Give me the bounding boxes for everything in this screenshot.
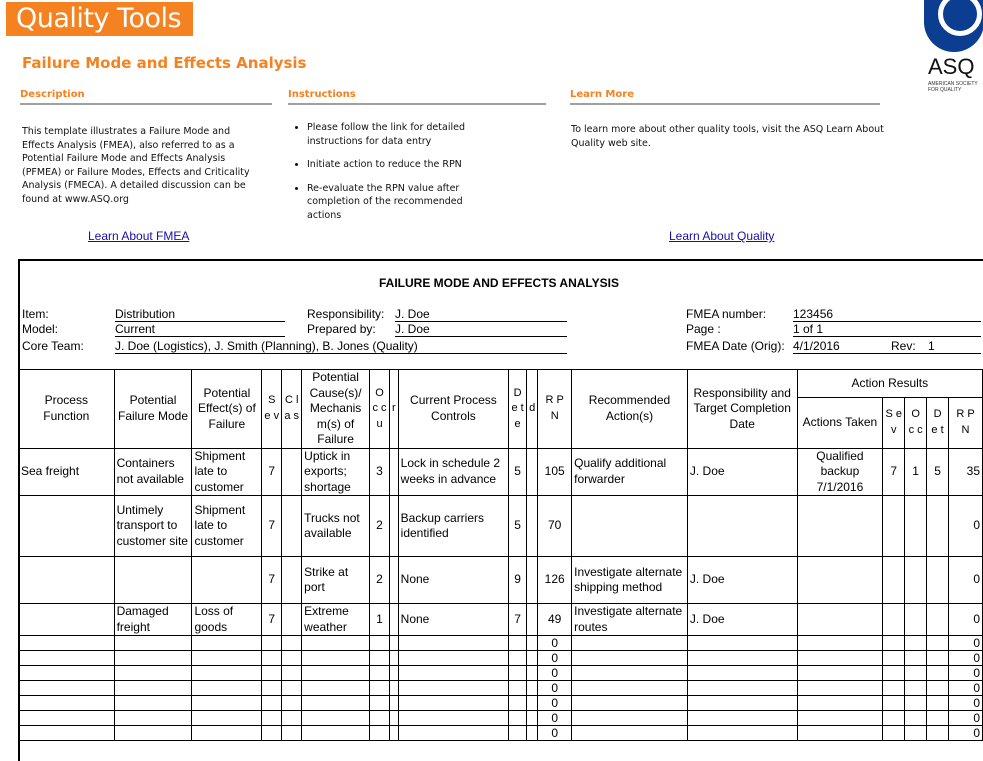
item-value[interactable]: Distribution	[115, 307, 285, 322]
cell-sev2[interactable]	[883, 696, 905, 711]
cell-mode[interactable]: Containers not available	[114, 448, 192, 496]
table-row-empty	[19, 666, 983, 681]
cell-d[interactable]	[527, 604, 538, 636]
cell-resp[interactable]	[687, 726, 797, 741]
item-label: Item:	[22, 307, 49, 321]
cell-occ2[interactable]	[905, 651, 927, 666]
cell-action[interactable]	[572, 651, 688, 666]
cell-occ2[interactable]	[905, 726, 927, 741]
cell-det[interactable]: 5	[509, 496, 527, 557]
cell-r[interactable]	[389, 557, 398, 604]
cell-effect[interactable]	[192, 696, 262, 711]
cell-det2[interactable]	[927, 726, 949, 741]
table-row-empty	[19, 681, 983, 696]
form-title: FAILURE MODE AND EFFECTS ANALYSIS	[378, 276, 620, 290]
description-text: This template illustrates a Failure Mode and Effects Analysis (FMEA), also referred to as a Potential Failure Mode and Effects Analysis (PFMEA) or Failure Modes, Effects and Criticality Analysis (FMECA). A detailed discussion can be found at www.ASQ.org	[22, 126, 250, 205]
header-occ2: O c c	[905, 398, 927, 448]
prepared-by-label: Prepared by:	[307, 322, 376, 336]
table-row-empty	[19, 696, 983, 711]
cell-mode[interactable]	[114, 711, 192, 726]
header-rpn: R P N	[538, 370, 572, 449]
cell-r[interactable]	[389, 726, 398, 741]
prepared-by-value[interactable]: J. Doe	[395, 322, 567, 337]
cell-resp[interactable]	[687, 636, 797, 651]
cell-det2[interactable]	[927, 496, 949, 557]
cell-cls[interactable]	[282, 726, 302, 741]
cell-d[interactable]	[527, 681, 538, 696]
cell-resp[interactable]	[687, 681, 797, 696]
cell-mode[interactable]	[114, 681, 192, 696]
cell-occ2[interactable]	[905, 557, 927, 604]
cell-det[interactable]	[509, 681, 527, 696]
rev-label: Rev:	[891, 339, 916, 353]
core-team-value[interactable]: J. Doe (Logistics), J. Smith (Planning), B. Jones (Quality)	[115, 339, 567, 354]
table-row-empty	[19, 636, 983, 651]
cell-process[interactable]	[19, 711, 115, 726]
cell-action[interactable]	[572, 696, 688, 711]
cell-rpn2[interactable]: 0	[949, 651, 983, 666]
cell-occ[interactable]	[370, 696, 390, 711]
instruction-item: • Initiate action to reduce the RPN	[307, 158, 489, 172]
cell-mode[interactable]	[114, 726, 192, 741]
table-row	[19, 604, 983, 636]
cell-controls[interactable]: None	[398, 604, 508, 636]
cell-det[interactable]: 9	[509, 557, 527, 604]
cell-process[interactable]	[19, 666, 115, 681]
cell-d[interactable]	[527, 696, 538, 711]
cell-cause[interactable]: Trucks not available	[302, 496, 370, 557]
header-sev2: S e v	[883, 398, 905, 448]
cell-taken[interactable]	[797, 681, 883, 696]
description-heading: Description	[20, 89, 272, 105]
cell-sev[interactable]	[262, 681, 282, 696]
cell-d[interactable]	[527, 726, 538, 741]
header-occ: O c c u	[370, 370, 390, 449]
cell-rpn2[interactable]: 0	[949, 681, 983, 696]
header-d: d	[527, 370, 538, 449]
cell-det[interactable]	[509, 711, 527, 726]
cell-resp[interactable]: J. Doe	[687, 557, 797, 604]
cell-det2[interactable]	[927, 711, 949, 726]
cell-resp[interactable]	[687, 666, 797, 681]
cell-controls[interactable]	[398, 681, 508, 696]
cell-process[interactable]	[19, 726, 115, 741]
cell-occ2[interactable]	[905, 496, 927, 557]
cell-cls[interactable]	[282, 557, 302, 604]
fmea-date-label: FMEA Date (Orig):	[686, 339, 785, 353]
cell-process[interactable]	[19, 496, 115, 557]
cell-occ[interactable]: 3	[370, 448, 390, 496]
cell-det2[interactable]	[927, 651, 949, 666]
cell-det2[interactable]	[927, 557, 949, 604]
table-row	[19, 448, 983, 496]
responsibility-value[interactable]: J. Doe	[395, 307, 567, 322]
cell-sev[interactable]	[262, 636, 282, 651]
cell-cls[interactable]	[282, 448, 302, 496]
cell-det[interactable]: 7	[509, 604, 527, 636]
cell-rpn[interactable]: 0	[538, 651, 572, 666]
cell-occ[interactable]: 2	[370, 496, 390, 557]
cell-rpn2[interactable]: 0	[949, 604, 983, 636]
cell-sev2[interactable]	[883, 666, 905, 681]
cell-rpn[interactable]: 0	[538, 726, 572, 741]
cell-action[interactable]	[572, 496, 688, 557]
cell-rpn[interactable]: 126	[538, 557, 572, 604]
cell-rpn2[interactable]: 35	[949, 448, 983, 496]
cell-rpn[interactable]: 0	[538, 681, 572, 696]
responsibility-label: Responsibility:	[307, 307, 385, 321]
cell-taken[interactable]	[797, 726, 883, 741]
cell-resp[interactable]	[687, 651, 797, 666]
cell-det2[interactable]	[927, 636, 949, 651]
cell-d[interactable]	[527, 651, 538, 666]
cell-taken[interactable]	[797, 666, 883, 681]
cell-r[interactable]	[389, 666, 398, 681]
header-r: r	[389, 370, 398, 449]
cell-det2[interactable]	[927, 696, 949, 711]
cell-det[interactable]	[509, 726, 527, 741]
cell-rpn[interactable]: 105	[538, 448, 572, 496]
cell-cls[interactable]	[282, 696, 302, 711]
cell-occ2[interactable]	[905, 604, 927, 636]
asq-logo-text: ASQ	[928, 54, 975, 79]
cell-sev[interactable]: 7	[262, 604, 282, 636]
cell-sev[interactable]	[262, 726, 282, 741]
cell-occ[interactable]: 1	[370, 604, 390, 636]
header-actions-taken: Actions Taken	[797, 398, 883, 448]
cell-d[interactable]	[527, 666, 538, 681]
cell-occ[interactable]	[370, 666, 390, 681]
asq-logo-mark	[924, 0, 983, 52]
cell-sev2[interactable]: 7	[883, 448, 905, 496]
cell-cls[interactable]	[282, 681, 302, 696]
header-recommended-action: Recommended Action(s)	[572, 370, 688, 449]
cell-resp[interactable]: J. Doe	[687, 604, 797, 636]
header-failure-mode: Potential Failure Mode	[114, 370, 192, 449]
cell-rpn2[interactable]: 0	[949, 726, 983, 741]
cell-rpn2[interactable]: 0	[949, 557, 983, 604]
header-responsibility: Responsibility and Target Completion Date	[687, 370, 797, 449]
cell-taken[interactable]: Qualified backup 7/1/2016	[797, 448, 883, 496]
cell-det[interactable]: 5	[509, 448, 527, 496]
cell-controls[interactable]	[398, 726, 508, 741]
cell-action[interactable]	[572, 666, 688, 681]
cell-cls[interactable]	[282, 636, 302, 651]
cell-cause[interactable]	[302, 636, 370, 651]
cell-rpn[interactable]: 0	[538, 711, 572, 726]
cell-process[interactable]: Sea freight	[19, 448, 115, 496]
cell-sev2[interactable]	[883, 726, 905, 741]
cell-process[interactable]	[19, 557, 115, 604]
table-row-empty	[19, 651, 983, 666]
cell-resp[interactable]	[687, 711, 797, 726]
table-row	[19, 557, 983, 604]
fmea-number-label: FMEA number:	[686, 307, 767, 321]
cell-process[interactable]	[19, 696, 115, 711]
cell-r[interactable]	[389, 496, 398, 557]
header-cause: Potential Cause(s)/ Mechanis m(s) of Failure	[302, 370, 370, 449]
cell-controls[interactable]	[398, 711, 508, 726]
cell-action[interactable]	[572, 726, 688, 741]
cell-cause[interactable]	[302, 651, 370, 666]
cell-sev[interactable]	[262, 666, 282, 681]
cell-d[interactable]	[527, 557, 538, 604]
core-team-label: Core Team:	[22, 339, 84, 353]
cell-det2[interactable]	[927, 604, 949, 636]
header-failure-effect: Potential Effect(s) of Failure	[192, 370, 262, 449]
cell-cause[interactable]	[302, 666, 370, 681]
page-value[interactable]: 1 of 1	[793, 322, 981, 337]
cell-occ2[interactable]	[905, 711, 927, 726]
cell-controls[interactable]	[398, 651, 508, 666]
cell-r[interactable]	[389, 681, 398, 696]
cell-occ[interactable]	[370, 681, 390, 696]
cell-sev2[interactable]	[883, 496, 905, 557]
cell-det[interactable]	[509, 666, 527, 681]
cell-sev[interactable]	[262, 711, 282, 726]
cell-sev[interactable]: 7	[262, 448, 282, 496]
cell-taken[interactable]	[797, 604, 883, 636]
cell-effect[interactable]	[192, 651, 262, 666]
cell-rpn[interactable]: 49	[538, 604, 572, 636]
cell-occ[interactable]	[370, 636, 390, 651]
cell-cause[interactable]	[302, 681, 370, 696]
cell-occ2[interactable]	[905, 681, 927, 696]
cell-rpn2[interactable]: 0	[949, 666, 983, 681]
cell-action[interactable]	[572, 636, 688, 651]
header-controls: Current Process Controls	[398, 370, 508, 449]
cell-action[interactable]: Investigate alternate routes	[572, 604, 688, 636]
cell-rpn[interactable]: 70	[538, 496, 572, 557]
learn-more-heading: Learn More	[570, 89, 880, 105]
cell-cause[interactable]: Extreme weather	[302, 604, 370, 636]
cell-resp[interactable]	[687, 696, 797, 711]
cell-taken[interactable]	[797, 696, 883, 711]
rev-value[interactable]: 1	[928, 339, 935, 353]
cell-sev2[interactable]	[883, 651, 905, 666]
cell-occ[interactable]	[370, 651, 390, 666]
cell-effect[interactable]	[192, 666, 262, 681]
header-sev: S e v	[262, 370, 282, 449]
cell-action[interactable]	[572, 711, 688, 726]
cell-sev[interactable]	[262, 696, 282, 711]
cell-controls[interactable]	[398, 666, 508, 681]
cell-resp[interactable]: J. Doe	[687, 448, 797, 496]
cell-taken[interactable]	[797, 636, 883, 651]
fmea-date-value[interactable]: 4/1/2016	[793, 339, 981, 354]
cell-r[interactable]	[389, 651, 398, 666]
cell-rpn[interactable]: 0	[538, 696, 572, 711]
header-det2: D e t	[927, 398, 949, 448]
cell-cls[interactable]	[282, 651, 302, 666]
cell-action[interactable]: Qualify additional forwarder	[572, 448, 688, 496]
fmea-table	[18, 369, 983, 741]
fmea-number-value[interactable]: 123456	[793, 307, 981, 322]
cell-process[interactable]	[19, 604, 115, 636]
cell-rpn2[interactable]: 0	[949, 696, 983, 711]
page-label: Page :	[686, 322, 721, 336]
cell-det[interactable]	[509, 696, 527, 711]
instructions-heading: Instructions	[288, 89, 546, 105]
cell-occ[interactable]	[370, 726, 390, 741]
asq-logo-small: AMERICAN SOCIETY FOR QUALITY	[928, 81, 978, 93]
table-row-empty	[19, 726, 983, 741]
cell-occ[interactable]: 2	[370, 557, 390, 604]
header-rpn2: R P N	[949, 398, 983, 448]
cell-taken[interactable]	[797, 711, 883, 726]
cell-occ2[interactable]	[905, 666, 927, 681]
cell-cause[interactable]	[302, 726, 370, 741]
learn-about-quality-link[interactable]: Learn About Quality	[669, 229, 775, 243]
cell-sev2[interactable]	[883, 636, 905, 651]
cell-action[interactable]	[572, 681, 688, 696]
cell-cause[interactable]	[302, 696, 370, 711]
cell-cls[interactable]	[282, 604, 302, 636]
cell-mode[interactable]: Untimely transport to customer site	[114, 496, 192, 557]
cell-d[interactable]	[527, 636, 538, 651]
cell-sev2[interactable]	[883, 604, 905, 636]
cell-effect[interactable]: Loss of goods	[192, 604, 262, 636]
cell-process[interactable]	[19, 651, 115, 666]
cell-effect[interactable]	[192, 557, 262, 604]
cell-cls[interactable]	[282, 496, 302, 557]
cell-sev[interactable]	[262, 651, 282, 666]
model-label: Model:	[22, 322, 59, 336]
cell-controls[interactable]: None	[398, 557, 508, 604]
cell-occ2[interactable]	[905, 696, 927, 711]
cell-sev2[interactable]	[883, 681, 905, 696]
cell-controls[interactable]	[398, 636, 508, 651]
cell-det2[interactable]: 5	[927, 448, 949, 496]
cell-mode[interactable]	[114, 636, 192, 651]
cell-r[interactable]	[389, 696, 398, 711]
cell-sev2[interactable]	[883, 557, 905, 604]
cell-taken[interactable]	[797, 496, 883, 557]
header-action-results: Action Results	[797, 370, 982, 398]
cell-rpn[interactable]: 0	[538, 666, 572, 681]
cell-mode[interactable]	[114, 557, 192, 604]
cell-rpn2[interactable]: 0	[949, 636, 983, 651]
cell-cause[interactable]: Uptick in exports; shortage	[302, 448, 370, 496]
cell-effect[interactable]	[192, 726, 262, 741]
cell-resp[interactable]	[687, 496, 797, 557]
cell-occ2[interactable]	[905, 636, 927, 651]
learn-more-text: To learn more about other quality tools, visit the ASQ Learn About Quality web site.	[571, 124, 884, 149]
cell-det2[interactable]	[927, 681, 949, 696]
cell-rpn[interactable]: 0	[538, 636, 572, 651]
cell-cls[interactable]	[282, 711, 302, 726]
cell-r[interactable]	[389, 636, 398, 651]
instruction-item: • Re-evaluate the RPN value after completion of the recommended actions	[307, 182, 489, 223]
learn-about-fmea-link[interactable]: Learn About FMEA	[88, 229, 190, 243]
cell-sev[interactable]: 7	[262, 496, 282, 557]
instruction-item: • Please follow the link for detailed instructions for data entry	[307, 121, 489, 148]
cell-effect[interactable]: Shipment late to customer	[192, 448, 262, 496]
cell-d[interactable]	[527, 448, 538, 496]
cell-process[interactable]	[19, 636, 115, 651]
cell-action[interactable]: Investigate alternate shipping method	[572, 557, 688, 604]
cell-mode[interactable]	[114, 696, 192, 711]
cell-rpn2[interactable]: 0	[949, 711, 983, 726]
cell-cause[interactable]	[302, 711, 370, 726]
cell-mode[interactable]: Damaged freight	[114, 604, 192, 636]
cell-r[interactable]	[389, 604, 398, 636]
quality-tools-banner: Quality Tools	[6, 2, 193, 36]
cell-cls[interactable]	[282, 666, 302, 681]
cell-mode[interactable]	[114, 651, 192, 666]
table-row	[19, 496, 983, 557]
header-det: D e t e	[509, 370, 527, 449]
cell-r[interactable]	[389, 711, 398, 726]
table-row-empty	[19, 711, 983, 726]
cell-effect[interactable]	[192, 711, 262, 726]
instructions-list	[289, 121, 489, 232]
cell-det[interactable]	[509, 636, 527, 651]
cell-controls[interactable]: Lock in schedule 2 weeks in advance	[398, 448, 508, 496]
cell-det2[interactable]	[927, 666, 949, 681]
cell-taken[interactable]	[797, 557, 883, 604]
cell-r[interactable]	[389, 448, 398, 496]
cell-occ[interactable]	[370, 711, 390, 726]
header-class: C l a s	[282, 370, 302, 449]
cell-taken[interactable]	[797, 651, 883, 666]
cell-occ2[interactable]: 1	[905, 448, 927, 496]
header-process-function: Process Function	[19, 370, 115, 449]
cell-controls[interactable]	[398, 696, 508, 711]
cell-effect[interactable]: Shipment late to customer	[192, 496, 262, 557]
asq-logo	[920, 0, 983, 100]
cell-effect[interactable]	[192, 636, 262, 651]
page-subtitle: Failure Mode and Effects Analysis	[22, 54, 307, 72]
cell-mode[interactable]	[114, 666, 192, 681]
cell-d[interactable]	[527, 496, 538, 557]
model-value[interactable]: Current	[115, 322, 285, 337]
cell-sev2[interactable]	[883, 711, 905, 726]
cell-rpn2[interactable]: 0	[949, 496, 983, 557]
cell-effect[interactable]	[192, 681, 262, 696]
cell-sev[interactable]: 7	[262, 557, 282, 604]
cell-process[interactable]	[19, 681, 115, 696]
cell-det[interactable]	[509, 651, 527, 666]
cell-d[interactable]	[527, 711, 538, 726]
cell-cause[interactable]: Strike at port	[302, 557, 370, 604]
cell-controls[interactable]: Backup carriers identified	[398, 496, 508, 557]
